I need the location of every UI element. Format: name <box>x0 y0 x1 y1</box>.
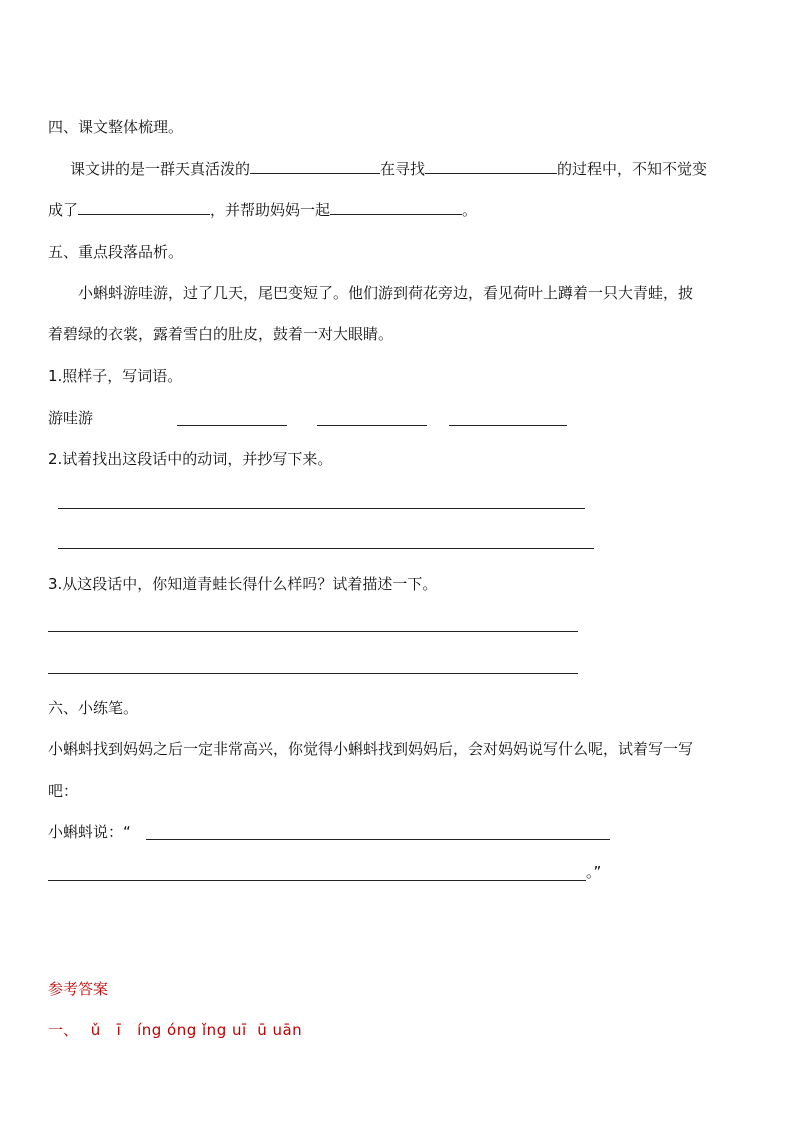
text-fragment: 课文讲的是一群天真活泼的 <box>70 160 251 178</box>
speech-answer-line-1[interactable] <box>146 839 610 840</box>
question-1: 1.照样子，写词语。 <box>48 367 183 385</box>
q3-answer-line-2[interactable] <box>48 673 578 674</box>
passage-line-2: 着碧绿的衣裳，露着雪白的肚皮，鼓着一对大眼睛。 <box>48 325 394 343</box>
q1-example-word: 游哇游 <box>48 409 94 427</box>
section-4-line-1 <box>70 158 707 180</box>
fill-blank-4[interactable] <box>330 200 462 215</box>
speech-start: 小蝌蚪说：“ <box>48 823 131 841</box>
speech-answer-line-2[interactable] <box>48 880 586 881</box>
fill-blank-2[interactable] <box>425 159 557 174</box>
answer-label: 一、 <box>48 1021 79 1039</box>
question-3: 3.从这段话中，你知道青蛙长得什么样吗？试着描述一下。 <box>48 575 438 593</box>
fill-blank-1[interactable] <box>250 159 380 174</box>
writing-prompt-line-2: 吧： <box>48 782 79 800</box>
passage-line-1: 小蝌蚪游哇游，过了几天，尾巴变短了。他们游到荷花旁边，看见荷叶上蹲着一只大青蛙，披 <box>78 284 694 302</box>
answer-item-1 <box>48 1019 302 1041</box>
question-2: 2.试着找出这段话中的动词，并抄写下来。 <box>48 450 333 468</box>
section-5-heading: 五、重点段落品析。 <box>48 243 184 261</box>
q1-answer-line-2[interactable] <box>317 425 427 426</box>
text-fragment: 的过程中，不知不觉变 <box>557 160 708 178</box>
writing-prompt-line-1: 小蝌蚪找到妈妈之后一定非常高兴，你觉得小蝌蚪找到妈妈后，会对妈妈说写什么呢，试着写一写 <box>48 740 694 758</box>
section-6-heading: 六、小练笔。 <box>48 699 139 717</box>
q2-answer-line-1[interactable] <box>58 508 585 509</box>
q1-answer-line-3[interactable] <box>449 425 567 426</box>
q3-answer-line-1[interactable] <box>48 631 578 632</box>
section-4-line-2 <box>48 199 477 221</box>
text-fragment: 在寻找 <box>380 160 426 178</box>
speech-end: 。” <box>586 863 602 881</box>
text-fragment: 成了 <box>48 201 79 219</box>
answer-pinyin: ǔ ī íng óng ǐng uī ū uān <box>90 1021 303 1039</box>
section-4-heading: 四、课文整体梳理。 <box>48 118 184 136</box>
fill-blank-3[interactable] <box>78 200 210 215</box>
answers-heading: 参考答案 <box>48 980 109 998</box>
text-fragment: 。 <box>462 201 478 219</box>
text-fragment: ，并帮助妈妈一起 <box>210 201 331 219</box>
q2-answer-line-2[interactable] <box>58 548 594 549</box>
q1-answer-line-1[interactable] <box>177 425 287 426</box>
